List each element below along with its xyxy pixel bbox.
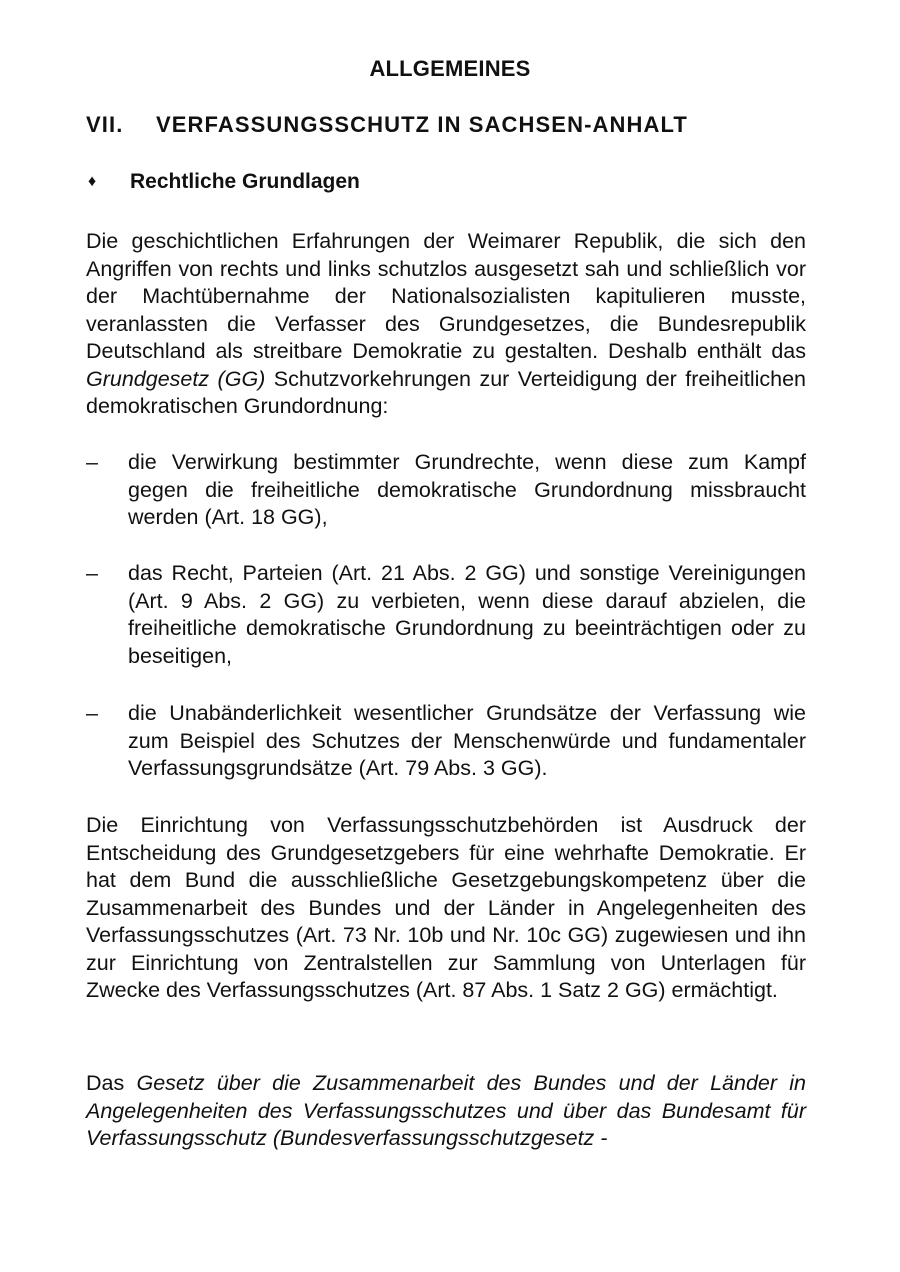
dash-bullet: –: [86, 561, 98, 585]
section-title: [88, 170, 360, 194]
paragraph-bundesgesetz-text: Das: [86, 1071, 137, 1095]
dash-bullet: –: [86, 701, 98, 725]
paragraph-bundesgesetz-italic: Gesetz über die Zusammenarbeit des Bundes und der Länder in Angelegenheiten des Verfassungsschutzes und über das Bundesamt für Verfassungsschutz (Bundesverfassungsschutzgesetz -: [86, 1071, 806, 1150]
paragraph-verfassungsschutzbehoerden: Die Einrichtung von Verfassungsschutzbehörden ist Ausdruck der Entscheidung des Grundgesetzgebers für eine wehrhafte Demokratie. Er hat dem Bund die ausschließliche Gesetzgebungskompetenz über die Zusammenarbeit des Bundes und der Länder in Angelegenheiten des Verfassungsschutzes (Art. 73 Nr. 10b und Nr. 10c GG) zugewiesen und ihn zur Einrichtung von Zentralstellen zur Sammlung von Unterlagen für Zwecke des Verfassungsschutzes (Art. 87 Abs. 1 Satz 2 GG) ermächtigt.: [86, 813, 806, 1002]
list-item: [86, 560, 806, 670]
list-item-text: das Recht, Parteien (Art. 21 Abs. 2 GG) und sonstige Vereinigungen (Art. 9 Abs. 2 GG) zu verbieten, wenn diese darauf abzielen, die freiheitliche demokratische Grundordnung zu beeinträchtigen oder zu beseitigen,: [128, 561, 806, 668]
dash-bullet: –: [86, 450, 98, 474]
list-item-text: die Unabänderlichkeit wesentlicher Grundsätze der Verfassung wie zum Beispiel des Schutzes der Menschenwürde und fundamentaler Verfassungsgrundsätze (Art. 79 Abs. 3 GG).: [128, 701, 806, 780]
list-item: [86, 449, 806, 532]
section-title-text: Rechtliche Grundlagen: [130, 170, 360, 193]
page-heading: ALLGEMEINES: [369, 56, 531, 81]
paragraph-weimar-italic: Grundgesetz (GG): [86, 366, 266, 391]
list-item-text: die Verwirkung bestimmter Grundrechte, wenn diese zum Kampf gegen die freiheitliche demokratische Grundordnung missbraucht werden (Art. 18 GG),: [128, 450, 806, 529]
paragraph-bundesgesetz: [86, 1070, 806, 1153]
chapter-number: VII.: [86, 112, 124, 137]
diamond-bullet-icon: ♦: [88, 173, 97, 190]
paragraph-weimar-text-2: Schutzvorkehrungen zur Verteidigung der freiheitlichen demokratischen Grundordnung:: [86, 366, 806, 418]
chapter-title-text: VERFASSUNGSSCHUTZ IN SACHSEN-ANHALT: [156, 112, 688, 137]
paragraph-weimar: [86, 228, 806, 421]
list-item: [86, 700, 806, 783]
paragraph-weimar-text-1: Die geschichtlichen Erfahrungen der Weimarer Republik, die sich den Angriffen von rechts und links schutzlos ausgesetzt sah und schließlich vor der Machtübernahme der Nationalsozialisten kapitulieren musste, veranlassten die Verfasser des Grundgesetzes, die Bundesrepublik Deutschland als streitbare Demokratie zu gestalten. Deshalb enthält das: [86, 229, 806, 363]
chapter-title: [86, 112, 688, 138]
